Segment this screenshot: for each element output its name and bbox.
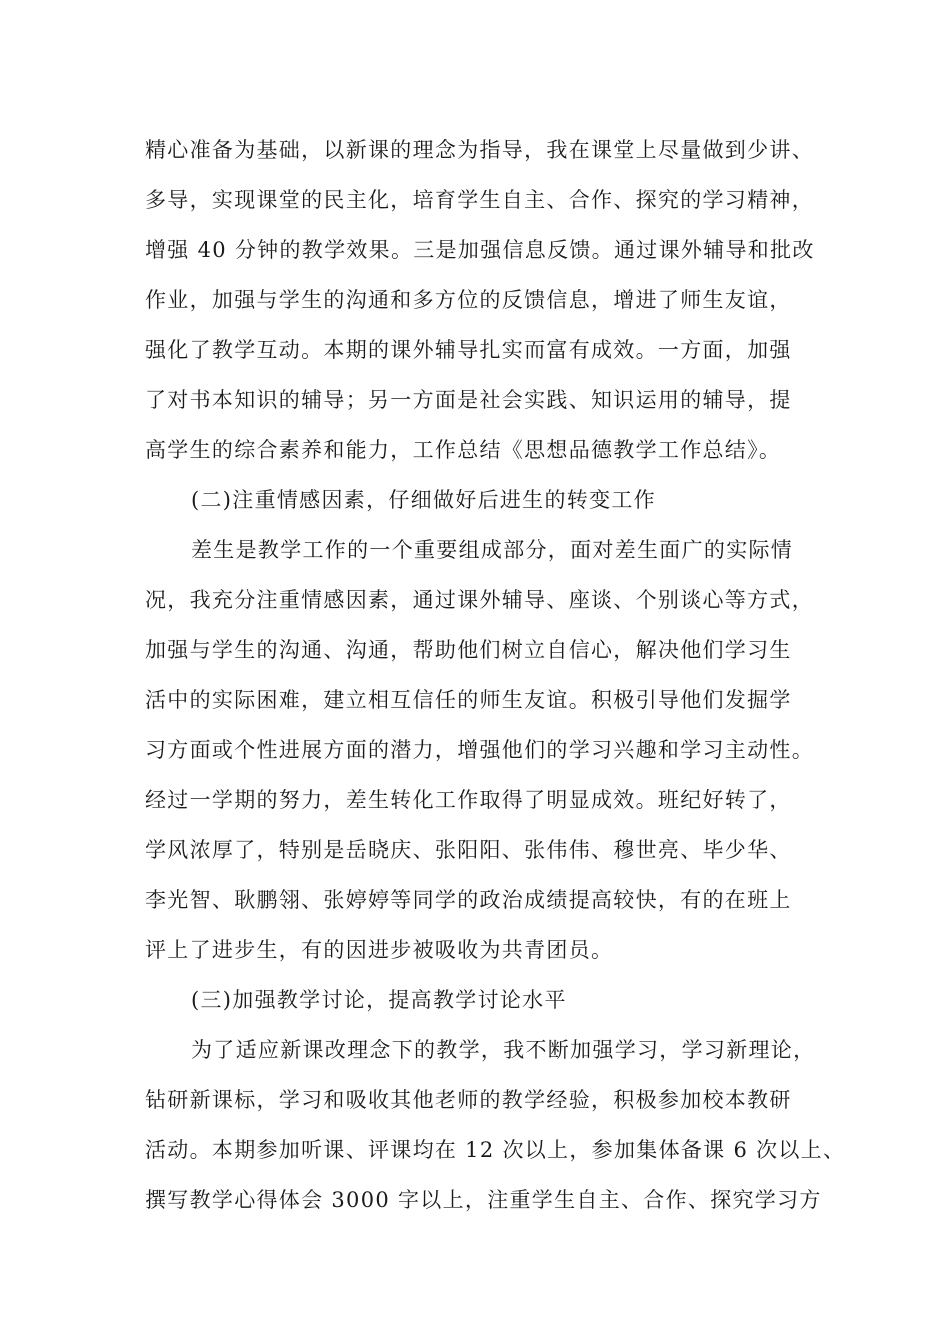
text-line: 评上了进步生，有的因进步被吸收为共青团员。 [145,938,614,962]
paragraph-start-line: 差生是教学工作的一个重要组成部分，面对差生面广的实际情 [191,538,794,562]
text-line: 高学生的综合素养和能力，工作总结《思想品德教学工作总结》。 [145,438,782,462]
paragraph-start-line: (三)加强教学讨论，提高教学讨论水平 [191,988,567,1012]
paragraph-start-line: 为了适应新课改理念下的教学，我不断加强学习，学习新理论， [191,1038,816,1062]
text-line: 撰写教学心得体会 3000 字以上，注重学生自主、合作、探究学习方 [145,1188,822,1212]
text-line: 李光智、耿鹏翎、张婷婷等同学的政治成绩提高较快，有的在班上 [145,888,792,912]
text-line: 精心准备为基础，以新课的理念为指导，我在课堂上尽量做到少讲、 [145,138,814,162]
text-line: 学风浓厚了，特别是岳晓庆、张阳阳、张伟伟、穆世亮、毕少华、 [145,838,792,862]
text-line: 强化了教学互动。本期的课外辅导扎实而富有成效。一方面，加强 [145,338,792,362]
text-line: 习方面或个性进展方面的潜力，增强他们的学习兴趣和学习主动性。 [145,738,814,762]
text-line: 活动。本期参加听课、评课均在 12 次以上，参加集体备课 6 次以上、 [145,1138,846,1162]
text-line: 活中的实际困难，建立相互信任的师生友谊。积极引导他们发掘学 [145,688,792,712]
text-line: 钻研新课标，学习和吸收其他老师的教学经验，积极参加校本教研 [145,1088,792,1112]
body-text [145,125,846,1225]
paragraph-start-line: (二)注重情感因素，仔细做好后进生的转变工作 [191,488,656,512]
text-line: 多导，实现课堂的民主化，培育学生自主、合作、探究的学习精神， [145,188,814,212]
text-line: 况，我充分注重情感因素，通过课外辅导、座谈、个别谈心等方式， [145,588,814,612]
text-line: 了对书本知识的辅导；另一方面是社会实践、知识运用的辅导，提 [145,388,792,412]
text-line: 经过一学期的努力，差生转化工作取得了明显成效。班纪好转了， [145,788,792,812]
text-line: 增强 40 分钟的教学效果。三是加强信息反馈。通过课外辅导和批改 [145,238,815,262]
text-line: 作业，加强与学生的沟通和多方位的反馈信息，增进了师生友谊， [145,288,792,312]
text-line: 加强与学生的沟通、沟通，帮助他们树立自信心，解决他们学习生 [145,638,792,662]
